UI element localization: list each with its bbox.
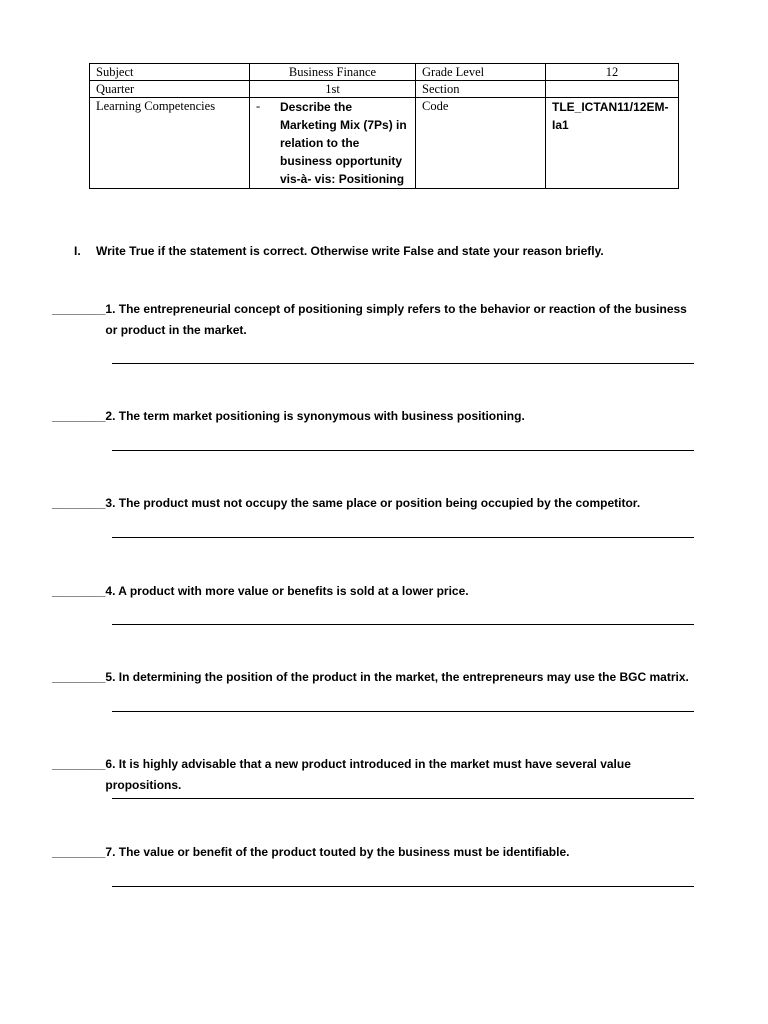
table-row bbox=[90, 98, 679, 189]
question-number: 1. bbox=[105, 302, 116, 316]
header-info-table bbox=[89, 63, 679, 189]
code-value: TLE_ICTAN11/12EM-Ia1 bbox=[546, 98, 679, 189]
question-number: 7. bbox=[105, 845, 116, 859]
reason-line[interactable] bbox=[112, 624, 694, 625]
answer-blank[interactable]: ________ bbox=[52, 409, 106, 423]
section-value bbox=[546, 81, 679, 98]
competency-bullet: - bbox=[256, 99, 261, 113]
question-text: It is highly advisable that a new product introduced in the market must have several value propositions. bbox=[105, 757, 631, 792]
question-4 bbox=[52, 581, 702, 602]
table-row bbox=[90, 64, 679, 81]
reason-line[interactable] bbox=[112, 798, 694, 799]
instruction-number: I. bbox=[74, 244, 81, 258]
quarter-value: 1st bbox=[250, 81, 416, 98]
subject-label: Subject bbox=[90, 64, 250, 81]
competency-value: Describe the Marketing Mix (7Ps) in relation to the business opportunity vis-à- vis: Positioning bbox=[280, 100, 407, 186]
answer-blank[interactable]: ________ bbox=[52, 670, 106, 684]
question-6 bbox=[52, 754, 702, 796]
subject-value: Business Finance bbox=[250, 64, 416, 81]
answer-blank[interactable]: ________ bbox=[52, 584, 106, 598]
question-text: A product with more value or benefits is sold at a lower price. bbox=[118, 584, 469, 598]
question-1 bbox=[52, 299, 702, 341]
instruction bbox=[74, 244, 604, 258]
reason-line[interactable] bbox=[112, 450, 694, 451]
question-text: The product must not occupy the same place or position being occupied by the competitor. bbox=[118, 496, 641, 510]
section-label: Section bbox=[416, 81, 546, 98]
question-number: 5. bbox=[105, 670, 116, 684]
question-text: The entrepreneurial concept of positioning simply refers to the behavior or reaction of the business or product in the market. bbox=[105, 302, 687, 337]
question-text: The term market positioning is synonymous with business positioning. bbox=[118, 409, 525, 423]
reason-line[interactable] bbox=[112, 711, 694, 712]
quarter-label: Quarter bbox=[90, 81, 250, 98]
question-5 bbox=[52, 667, 702, 688]
question-2 bbox=[52, 406, 702, 427]
code-label: Code bbox=[416, 98, 546, 189]
question-number: 4. bbox=[105, 584, 116, 598]
reason-line[interactable] bbox=[112, 886, 694, 887]
question-number: 2. bbox=[105, 409, 116, 423]
question-text: The value or benefit of the product touted by the business must be identifiable. bbox=[118, 845, 570, 859]
question-3 bbox=[52, 493, 702, 514]
question-number: 6. bbox=[105, 757, 116, 771]
answer-blank[interactable]: ________ bbox=[52, 757, 106, 771]
question-text: In determining the position of the product in the market, the entrepreneurs may use the BGC matrix. bbox=[118, 670, 689, 684]
answer-blank[interactable]: ________ bbox=[52, 302, 106, 316]
table-row bbox=[90, 81, 679, 98]
answer-blank[interactable]: ________ bbox=[52, 845, 106, 859]
competency-cell bbox=[250, 98, 416, 189]
grade-value: 12 bbox=[546, 64, 679, 81]
answer-blank[interactable]: ________ bbox=[52, 496, 106, 510]
question-7 bbox=[52, 842, 702, 863]
competency-label: Learning Competencies bbox=[90, 98, 250, 189]
reason-line[interactable] bbox=[112, 537, 694, 538]
instruction-text: Write True if the statement is correct. Otherwise write False and state your reason briefly. bbox=[96, 244, 604, 258]
reason-line[interactable] bbox=[112, 363, 694, 364]
question-number: 3. bbox=[105, 496, 116, 510]
grade-label: Grade Level bbox=[416, 64, 546, 81]
